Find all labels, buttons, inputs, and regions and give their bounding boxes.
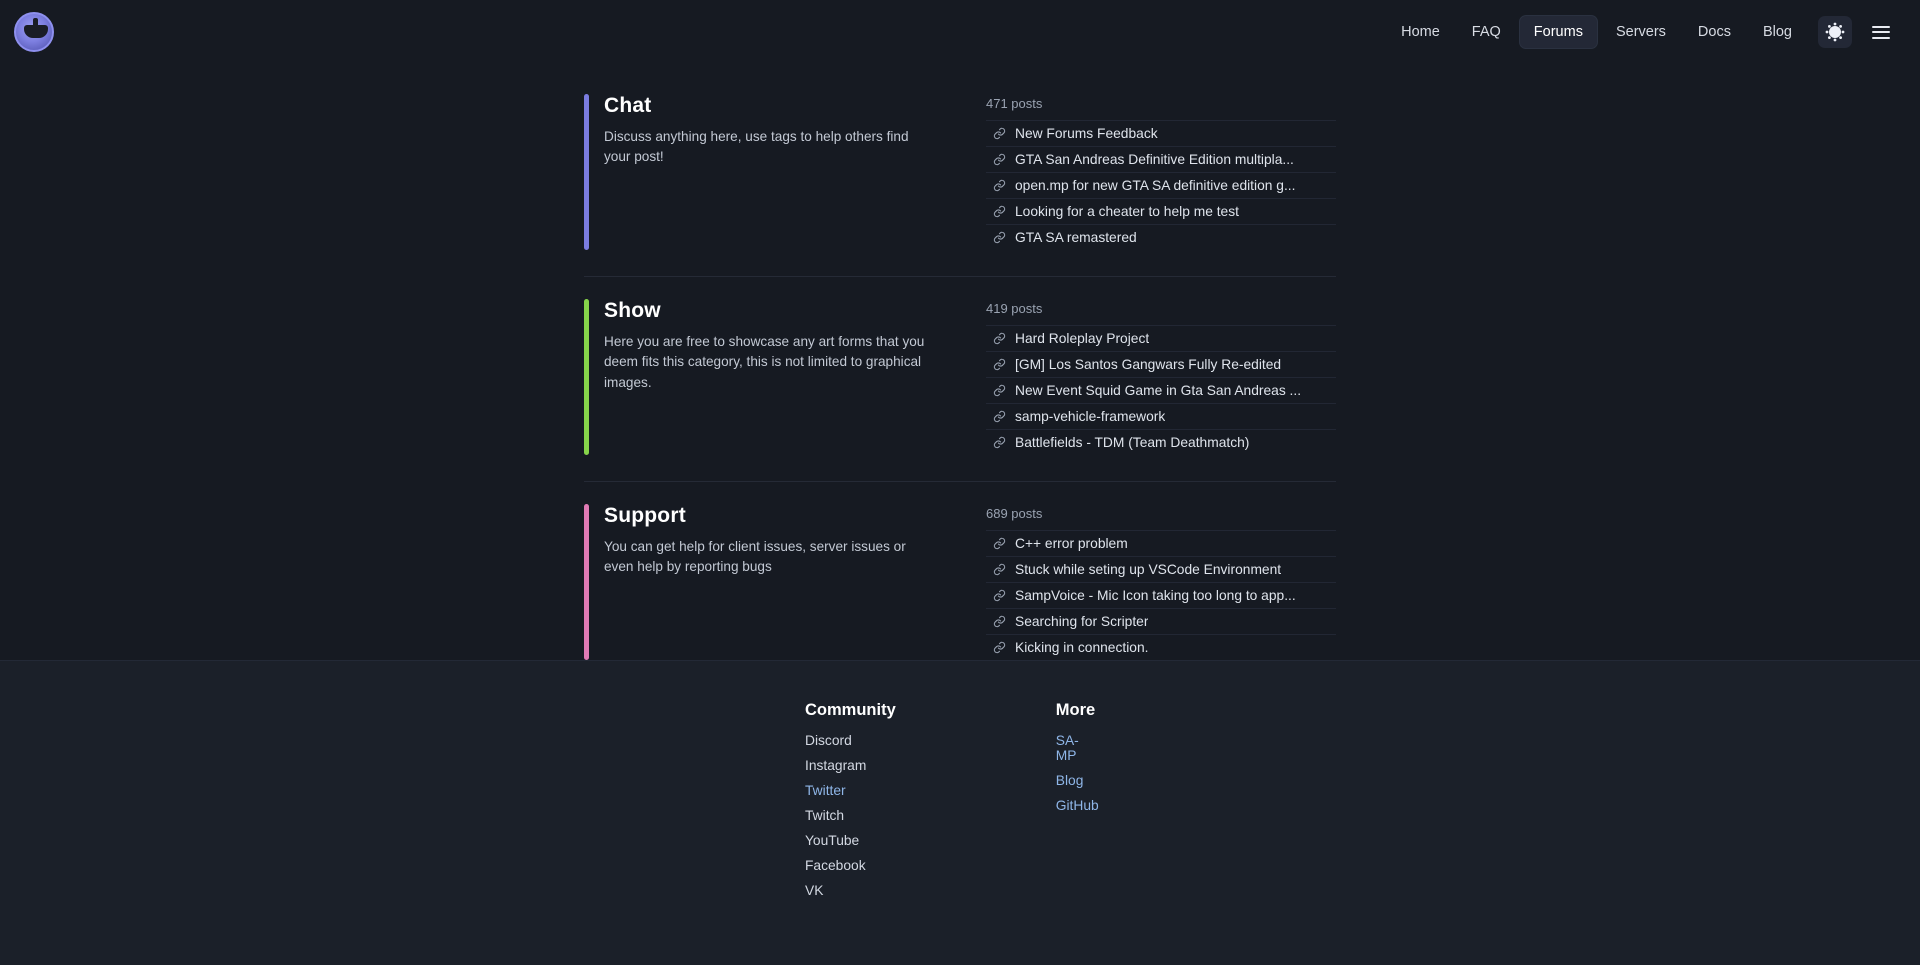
footer-column-title: Community [805,701,896,719]
category-description: You can get help for client issues, server issues or even help by reporting bugs [604,539,906,575]
nav-item-blog[interactable]: Blog [1762,24,1792,40]
category-title: Show [604,299,661,322]
footer-link-vk[interactable]: VK [805,883,824,898]
openmp-logo-icon[interactable] [14,12,54,52]
link-icon [993,205,1006,218]
topic-link[interactable] [986,634,1336,660]
link-icon [993,436,1006,449]
category-title: Support [604,504,686,527]
footer-column-title: More [1055,701,1096,719]
topic-link[interactable] [986,608,1336,634]
category-title: Chat [604,94,652,117]
category-info [584,299,964,455]
topic-link[interactable] [986,172,1336,198]
category-description: Discuss anything here, use tags to help others find your post! [604,129,909,165]
category-topics [964,299,1336,455]
nav-item-faq[interactable]: FAQ [1471,24,1501,40]
topic-link[interactable] [986,224,1336,250]
link-icon [993,589,1006,602]
link-icon [993,563,1006,576]
site-footer [0,660,1920,965]
category-card [584,72,1336,277]
topic-label: Stuck while seting up VSCode Environment [1015,562,1282,577]
topic-label: New Event Squid Game in Gta San Andreas ... [1015,383,1302,398]
link-icon [993,384,1006,397]
topic-link[interactable] [986,120,1336,146]
topic-link[interactable] [986,325,1336,351]
topic-label: Looking for a cheater to help me test [1015,204,1239,219]
topic-label: GTA SA remastered [1015,230,1137,245]
nav-item-servers[interactable]: Servers [1615,24,1666,40]
topic-label: Searching for Scripter [1015,614,1149,629]
category-accent-bar [584,299,589,455]
link-icon [993,179,1006,192]
topic-link[interactable] [986,556,1336,582]
link-icon [993,615,1006,628]
link-icon [993,332,1006,345]
topic-label: Hard Roleplay Project [1015,331,1150,346]
category-card [584,277,1336,482]
footer-link-facebook[interactable]: Facebook [805,858,866,873]
primary-navigation [1387,15,1898,49]
topic-link[interactable] [986,429,1336,455]
topic-label: C++ error problem [1015,536,1128,551]
category-topics [964,504,1336,660]
sun-glyph [1829,26,1841,38]
category-description: Here you are free to showcase any art forms that you deem fits this category, this is not limited to graphical images. [604,334,925,390]
hamburger-glyph [1872,22,1890,42]
link-icon [993,641,1006,654]
topic-label: Battlefields - TDM (Team Deathmatch) [1015,435,1250,450]
category-accent-bar [584,504,589,660]
site-header [0,0,1920,64]
footer-column-community [805,701,896,908]
footer-link-blog[interactable]: Blog [1055,773,1084,788]
forum-categories [0,64,1920,664]
link-icon [993,231,1006,244]
posts-count: 689 posts [986,506,1043,521]
topic-label: Kicking in connection. [1015,640,1149,655]
topic-label: [GM] Los Santos Gangwars Fully Re-edited [1015,357,1282,372]
sun-icon[interactable] [1818,16,1852,48]
footer-link-samp[interactable]: SA-MP [1055,733,1079,763]
category-card [584,482,1336,686]
topic-label: samp-vehicle-framework [1015,409,1166,424]
link-icon [993,358,1006,371]
topic-link[interactable] [986,582,1336,608]
topic-label: GTA San Andreas Definitive Edition multipla... [1015,152,1294,167]
topic-label: New Forums Feedback [1015,126,1158,141]
footer-link-youtube[interactable]: YouTube [805,833,860,848]
link-icon [993,153,1006,166]
nav-item-home[interactable]: Home [1401,24,1440,40]
hamburger-menu-icon[interactable] [1864,16,1898,48]
footer-link-twitch[interactable]: Twitch [805,808,845,823]
footer-link-discord[interactable]: Discord [805,733,852,748]
topic-link[interactable] [986,146,1336,172]
footer-column-more [1055,701,1099,908]
category-info [584,94,964,250]
topic-link[interactable] [986,530,1336,556]
topic-link[interactable] [986,198,1336,224]
link-icon [993,537,1006,550]
link-icon [993,410,1006,423]
posts-count: 419 posts [986,301,1043,316]
category-topics [964,94,1336,250]
topic-label: open.mp for new GTA SA definitive edition g... [1015,178,1296,193]
footer-link-github[interactable]: GitHub [1055,798,1099,813]
topic-label: SampVoice - Mic Icon taking too long to app... [1015,588,1296,603]
link-icon [993,127,1006,140]
posts-count: 471 posts [986,96,1043,111]
topic-link[interactable] [986,351,1336,377]
category-info [584,504,964,660]
footer-link-instagram[interactable]: Instagram [805,758,867,773]
category-accent-bar [584,94,589,250]
footer-link-twitter[interactable]: Twitter [805,783,846,798]
topic-link[interactable] [986,403,1336,429]
nav-item-docs[interactable]: Docs [1697,24,1731,40]
topic-link[interactable] [986,377,1336,403]
nav-item-forums[interactable]: Forums [1519,15,1598,49]
